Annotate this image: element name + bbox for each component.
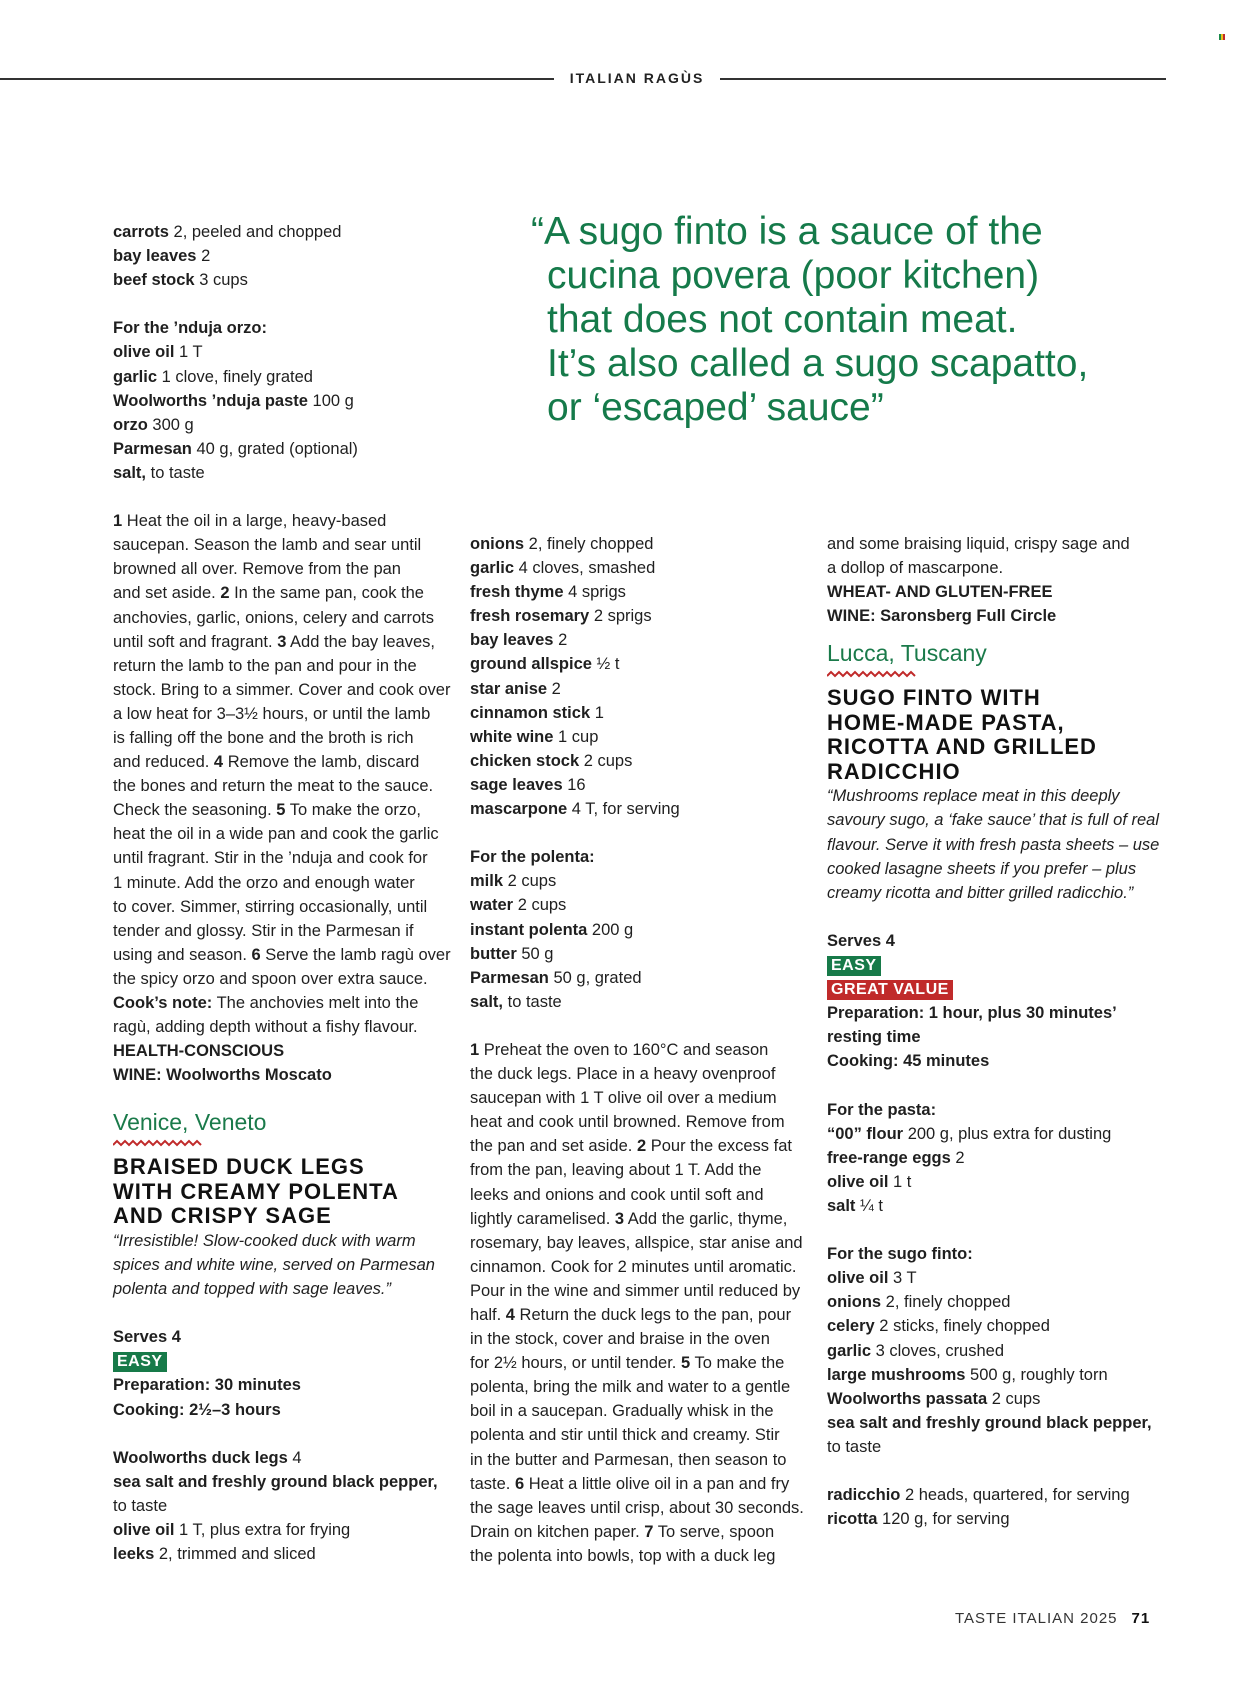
method-line: tender and glossy. Stir in the Parmesan if bbox=[113, 921, 414, 940]
ingredient-name: “00” flour bbox=[827, 1124, 904, 1143]
ingredient-list bbox=[827, 1483, 1172, 1531]
ingredient-name: garlic bbox=[827, 1341, 872, 1360]
ingredient-line: star anise 2 bbox=[470, 679, 561, 698]
ingredient-name: beef stock bbox=[113, 271, 195, 290]
ingredient-line: celery 2 sticks, finely chopped bbox=[827, 1317, 1050, 1336]
ingredient-line: garlic 1 clove, finely grated bbox=[113, 367, 313, 386]
great-value-badge: GREAT VALUE bbox=[827, 980, 953, 1000]
method-line: and some braising liquid, crispy sage and bbox=[827, 535, 1130, 553]
method-line: using and season. 6 Serve the lamb ragù over bbox=[113, 945, 451, 964]
ingredient-name: instant polenta bbox=[470, 920, 588, 939]
method-line: until fragrant. Stir in the ’nduja and cook for bbox=[113, 849, 428, 868]
step-number: Cook’s note: bbox=[113, 994, 213, 1012]
ingredient-name: olive oil bbox=[827, 1269, 889, 1288]
method-line: anchovies, garlic, onions, celery and carrots bbox=[113, 608, 434, 627]
method-line: lightly caramelised. 3 Add the garlic, thyme, bbox=[470, 1209, 788, 1228]
ingredient-line: instant polenta 200 g bbox=[470, 920, 634, 939]
method-text bbox=[113, 509, 458, 1039]
method-line: 1 Heat the oil in a large, heavy-based bbox=[113, 512, 387, 531]
step-number: 4 bbox=[213, 753, 224, 772]
ingredient-line: ricotta 120 g, for serving bbox=[827, 1510, 1010, 1529]
intro-line: spices and white wine, served on Parmesan bbox=[113, 1255, 435, 1274]
section-label: ITALIAN RAGÙS bbox=[569, 70, 705, 86]
intro-line: creamy ricotta and bitter grilled radicchio.” bbox=[827, 883, 1134, 902]
recipe-title-line: SUGO FINTO WITH bbox=[827, 685, 1041, 711]
page-number: 71 bbox=[1131, 1610, 1151, 1627]
step-number: 3 bbox=[614, 1209, 625, 1228]
ingredient-line: free-range eggs 2 bbox=[827, 1148, 965, 1167]
method-line: and set aside. 2 In the same pan, cook the bbox=[113, 584, 424, 603]
intro-line: flavour. Serve it with fresh pasta sheets – use bbox=[827, 835, 1160, 854]
prep-time: Preparation: 30 minutes bbox=[113, 1376, 301, 1395]
method-line: the polenta into bowls, top with a duck leg bbox=[470, 1546, 776, 1565]
step-number: 2 bbox=[636, 1137, 647, 1156]
ingredient-name: salt bbox=[827, 1196, 856, 1215]
quote-line: that does not contain meat. bbox=[547, 298, 1018, 341]
column-middle bbox=[470, 532, 815, 1568]
ingredient-name: garlic bbox=[470, 559, 515, 578]
method-line: ragù, adding depth without a fishy flavour. bbox=[113, 1018, 418, 1037]
ingredient-name: salt, bbox=[470, 992, 504, 1011]
recipe-title-line: WITH CREAMY POLENTA bbox=[113, 1178, 399, 1204]
method-line: the spicy orzo and spoon over extra sauce. bbox=[113, 969, 428, 988]
method-line: the pan and set aside. 2 Pour the excess fat bbox=[470, 1137, 792, 1156]
method-line: a low heat for 3–3½ hours, or until the lamb bbox=[113, 704, 431, 723]
ingredient-name: star anise bbox=[470, 679, 548, 698]
recipe-intro bbox=[827, 784, 1172, 904]
method-line: polenta, bring the milk and water to a gentle bbox=[470, 1378, 791, 1397]
step-number: 6 bbox=[251, 945, 261, 964]
publication-name: TASTE ITALIAN 2025 bbox=[955, 1610, 1118, 1627]
header-rule-right bbox=[720, 78, 1166, 80]
method-text bbox=[470, 1038, 815, 1568]
recipe-title-line: RADICCHIO bbox=[827, 758, 961, 784]
ingredient-name: milk bbox=[470, 872, 504, 891]
step-number: 6 bbox=[514, 1474, 525, 1493]
ingredient-name: water bbox=[470, 896, 514, 915]
method-line: and reduced. 4 Remove the lamb, discard bbox=[113, 753, 420, 772]
prep-time: Preparation: 1 hour, plus 30 minutes’ bbox=[827, 1004, 1117, 1023]
orzo-heading: For the ’nduja orzo: bbox=[113, 319, 267, 338]
ingredient-name: onions bbox=[470, 535, 525, 553]
method-line: 1 Preheat the oven to 160°C and season bbox=[470, 1040, 769, 1059]
ingredient-list bbox=[113, 340, 458, 485]
ingredient-list bbox=[470, 532, 815, 821]
serves: Serves 4 bbox=[827, 931, 895, 950]
ingredient-line: radicchio 2 heads, quartered, for serving bbox=[827, 1486, 1130, 1505]
ingredient-name: Woolworths passata bbox=[827, 1389, 988, 1408]
method-line: saucepan with 1 T olive oil over a medium bbox=[470, 1089, 777, 1108]
ingredient-name: mascarpone bbox=[470, 800, 568, 819]
method-line: is falling off the bone and the broth is rich bbox=[113, 728, 414, 747]
ingredient-name: cinnamon stick bbox=[470, 703, 591, 722]
method-line: Pour in the wine and simmer until reduced by bbox=[470, 1281, 801, 1300]
recipe-title bbox=[827, 686, 1172, 784]
ingredient-name: bay leaves bbox=[470, 631, 554, 650]
method-line: the bones and return the meat to the sauce. bbox=[113, 777, 434, 796]
method-line: the sage leaves until crisp, about 30 seconds. bbox=[470, 1498, 804, 1517]
ingredient-name: celery bbox=[827, 1317, 875, 1336]
step-number: 5 bbox=[276, 801, 286, 820]
ingredient-name: radicchio bbox=[827, 1486, 901, 1505]
ingredient-name: free-range eggs bbox=[827, 1148, 951, 1167]
ingredient-name: chicken stock bbox=[470, 751, 580, 770]
ingredient-name: Parmesan bbox=[470, 968, 549, 987]
ingredient-line: to taste bbox=[113, 1496, 168, 1515]
ingredient-line: carrots 2, peeled and chopped bbox=[113, 223, 342, 241]
recipe-title-line: AND CRISPY SAGE bbox=[113, 1203, 332, 1229]
ingredient-name: salt, bbox=[113, 463, 147, 482]
ingredient-line: salt ¼ t bbox=[827, 1196, 883, 1215]
ingredient-list bbox=[470, 869, 815, 1014]
method-line: Check the seasoning. 5 To make the orzo, bbox=[113, 801, 421, 820]
ingredient-line: Parmesan 50 g, grated bbox=[470, 968, 642, 987]
method-line: heat and cook until browned. Remove from bbox=[470, 1113, 785, 1132]
ingredient-line: “00” flour 200 g, plus extra for dusting bbox=[827, 1124, 1112, 1143]
step-number: 1 bbox=[113, 512, 123, 531]
ingredient-line: fresh rosemary 2 sprigs bbox=[470, 607, 652, 626]
ingredient-line: butter 50 g bbox=[470, 944, 554, 963]
method-line: saucepan. Season the lamb and sear until bbox=[113, 536, 422, 555]
ingredient-list bbox=[827, 1122, 1172, 1218]
ingredient-line: garlic 4 cloves, smashed bbox=[470, 559, 656, 578]
method-line: taste. 6 Heat a little olive oil in a pan and fry bbox=[470, 1474, 790, 1493]
ingredient-line: onions 2, finely chopped bbox=[470, 535, 654, 553]
wine-pairing: WINE: Saronsberg Full Circle bbox=[827, 607, 1057, 626]
ingredient-name: fresh thyme bbox=[470, 583, 564, 602]
easy-badge: EASY bbox=[113, 1352, 167, 1372]
easy-badge: EASY bbox=[827, 956, 881, 976]
ingredient-name: white wine bbox=[470, 727, 554, 746]
ingredient-name: sea salt and freshly ground black pepper, bbox=[827, 1413, 1152, 1432]
ingredient-line: water 2 cups bbox=[470, 896, 567, 915]
method-line: a dollop of mascarpone. bbox=[827, 559, 1004, 578]
ingredient-line: orzo 300 g bbox=[113, 415, 194, 434]
ingredient-line: olive oil 1 T bbox=[113, 343, 203, 362]
cook-time: Cooking: 45 minutes bbox=[827, 1052, 990, 1071]
ingredient-line: sage leaves 16 bbox=[470, 775, 586, 794]
method-line: leeks and onions and cook until soft and bbox=[470, 1185, 764, 1204]
step-number: 2 bbox=[220, 584, 230, 603]
ingredient-name: carrots bbox=[113, 223, 169, 241]
header-rule-left bbox=[0, 78, 554, 80]
method-line: browned all over. Remove from the pan bbox=[113, 560, 401, 579]
ingredient-line: to taste bbox=[827, 1437, 882, 1456]
ingredient-name: olive oil bbox=[113, 343, 175, 362]
serves: Serves 4 bbox=[113, 1328, 181, 1347]
ingredient-name: garlic bbox=[113, 367, 158, 386]
method-line: cinnamon. Cook for 2 minutes until aromatic. bbox=[470, 1257, 797, 1276]
ingredient-name: ricotta bbox=[827, 1510, 878, 1529]
pasta-heading: For the pasta: bbox=[827, 1100, 937, 1119]
ingredient-name: butter bbox=[470, 944, 517, 963]
cook-time: Cooking: 2½–3 hours bbox=[113, 1400, 281, 1419]
zigzag-divider bbox=[827, 670, 917, 678]
method-line: return the lamb to the pan and pour in the bbox=[113, 656, 417, 675]
ingredient-line: olive oil 1 T, plus extra for frying bbox=[113, 1521, 351, 1539]
ingredient-line: beef stock 3 cups bbox=[113, 271, 248, 290]
ingredient-name: ground allspice bbox=[470, 655, 592, 674]
recipe-title bbox=[113, 1155, 458, 1229]
method-line: until soft and fragrant. 3 Add the bay leaves, bbox=[113, 632, 435, 651]
ingredient-list bbox=[113, 1446, 458, 1566]
ingredient-line: salt, to taste bbox=[113, 463, 205, 482]
flag-icon bbox=[1219, 34, 1226, 40]
prep-time-cont: resting time bbox=[827, 1028, 921, 1047]
ingredient-line: fresh thyme 4 sprigs bbox=[470, 583, 626, 602]
recipe-title-line: RICOTTA AND GRILLED bbox=[827, 734, 1097, 760]
page-footer bbox=[955, 1610, 1150, 1627]
ingredient-name: orzo bbox=[113, 415, 148, 434]
ingredient-name: olive oil bbox=[827, 1172, 889, 1191]
ingredient-line: olive oil 3 T bbox=[827, 1269, 917, 1288]
step-number: 7 bbox=[644, 1522, 654, 1541]
method-line: in the stock, cover and braise in the oven bbox=[470, 1330, 770, 1349]
quote-line: “A sugo finto is a sauce of the bbox=[531, 210, 1043, 253]
ingredient-line: ground allspice ½ t bbox=[470, 655, 620, 674]
step-number: 5 bbox=[680, 1354, 691, 1373]
ingredient-line: olive oil 1 t bbox=[827, 1172, 912, 1191]
ingredient-list bbox=[113, 220, 458, 292]
column-right bbox=[827, 532, 1172, 1531]
ingredient-line: bay leaves 2 bbox=[470, 631, 568, 650]
method-text bbox=[827, 532, 1172, 580]
ingredient-name: olive oil bbox=[113, 1521, 175, 1539]
ingredient-name: Woolworths duck legs bbox=[113, 1448, 288, 1467]
method-line: in the butter and Parmesan, then season to bbox=[470, 1450, 787, 1469]
ingredient-line: cinnamon stick 1 bbox=[470, 703, 604, 722]
ingredient-name: sage leaves bbox=[470, 775, 563, 794]
ingredient-line bbox=[113, 1470, 458, 1494]
ingredient-line: Woolworths ’nduja paste 100 g bbox=[113, 391, 354, 410]
quote-line: It’s also called a sugo scapatto, bbox=[547, 342, 1089, 385]
column-left bbox=[113, 220, 458, 1566]
method-line: rosemary, bay leaves, allspice, star anise and bbox=[470, 1233, 803, 1252]
ingredient-line: leeks 2, trimmed and sliced bbox=[113, 1545, 316, 1564]
intro-line: “Irresistible! Slow-cooked duck with warm bbox=[113, 1231, 416, 1250]
recipe-tag: WHEAT- AND GLUTEN-FREE bbox=[827, 583, 1053, 602]
step-number: 1 bbox=[470, 1040, 480, 1059]
method-line: Drain on kitchen paper. 7 To serve, spoon bbox=[470, 1522, 775, 1541]
sugo-heading: For the sugo finto: bbox=[827, 1245, 973, 1264]
ingredient-line: Woolworths passata 2 cups bbox=[827, 1389, 1041, 1408]
ingredient-line: large mushrooms 500 g, roughly torn bbox=[827, 1365, 1108, 1384]
quote-line: or ‘escaped’ sauce” bbox=[547, 386, 884, 429]
polenta-heading: For the polenta: bbox=[470, 848, 595, 867]
recipe-title-line: HOME-MADE PASTA, bbox=[827, 709, 1065, 735]
method-line: to cover. Simmer, stirring occasionally, until bbox=[113, 897, 428, 916]
ingredient-line: milk 2 cups bbox=[470, 872, 557, 891]
intro-line: cooked lasagne sheets if you prefer – plus bbox=[827, 859, 1137, 878]
method-line: half. 4 Return the duck legs to the pan, pour bbox=[470, 1306, 792, 1324]
ingredient-line: mascarpone 4 T, for serving bbox=[470, 800, 680, 819]
wine-pairing: WINE: Woolworths Moscato bbox=[113, 1066, 332, 1085]
intro-line: “Mushrooms replace meat in this deeply bbox=[827, 787, 1120, 806]
method-line: Cook’s note: The anchovies melt into the bbox=[113, 994, 419, 1012]
method-line: polenta and stir until thick and creamy. Stir bbox=[470, 1426, 780, 1445]
method-line: the duck legs. Place in a heavy ovenproof bbox=[470, 1065, 776, 1084]
ingredient-name: onions bbox=[827, 1293, 882, 1312]
recipe-intro bbox=[113, 1229, 458, 1301]
ingredient-line: Woolworths duck legs 4 bbox=[113, 1448, 302, 1467]
ingredient-name: Woolworths ’nduja paste bbox=[113, 391, 308, 410]
ingredient-name: fresh rosemary bbox=[470, 607, 590, 626]
ingredient-line: garlic 3 cloves, crushed bbox=[827, 1341, 1005, 1360]
zigzag-divider bbox=[113, 1139, 203, 1147]
ingredient-line: chicken stock 2 cups bbox=[470, 751, 633, 770]
ingredient-line: onions 2, finely chopped bbox=[827, 1293, 1011, 1312]
quote-line: cucina povera (poor kitchen) bbox=[547, 254, 1040, 297]
method-line: heat the oil in a wide pan and cook the garlic bbox=[113, 825, 439, 844]
method-line: from the pan, leaving about 1 T. Add the bbox=[470, 1161, 762, 1180]
ingredient-name: large mushrooms bbox=[827, 1365, 966, 1384]
ingredient-line: Parmesan 40 g, grated (optional) bbox=[113, 439, 358, 458]
ingredient-line: white wine 1 cup bbox=[470, 727, 599, 746]
intro-line: polenta and topped with sage leaves.” bbox=[113, 1280, 391, 1299]
method-line: stock. Bring to a simmer. Cover and cook over bbox=[113, 680, 451, 699]
ingredient-name: sea salt and freshly ground black pepper, bbox=[113, 1472, 438, 1491]
ingredient-line: bay leaves 2 bbox=[113, 247, 211, 266]
ingredient-name: Parmesan bbox=[113, 439, 192, 458]
method-line: for 2½ hours, or until tender. 5 To make the bbox=[470, 1354, 785, 1373]
region-heading: Lucca, Tuscany bbox=[827, 640, 987, 667]
recipe-tag: HEALTH-CONSCIOUS bbox=[113, 1042, 285, 1061]
region-heading: Venice, Veneto bbox=[113, 1109, 267, 1136]
step-number: 4 bbox=[505, 1306, 515, 1324]
ingredient-line: salt, to taste bbox=[470, 992, 562, 1011]
pull-quote bbox=[531, 210, 1175, 430]
intro-line: savoury sugo, a ‘fake sauce’ that is full of real bbox=[827, 811, 1160, 830]
ingredient-name: leeks bbox=[113, 1545, 155, 1564]
recipe-title-line: BRAISED DUCK LEGS bbox=[113, 1154, 365, 1180]
method-line: boil in a saucepan. Gradually whisk in the bbox=[470, 1402, 774, 1421]
method-line: 1 minute. Add the orzo and enough water bbox=[113, 873, 415, 892]
ingredient-line bbox=[827, 1411, 1172, 1435]
ingredient-name: bay leaves bbox=[113, 247, 197, 266]
step-number: 3 bbox=[277, 632, 287, 651]
ingredient-list bbox=[827, 1266, 1172, 1459]
